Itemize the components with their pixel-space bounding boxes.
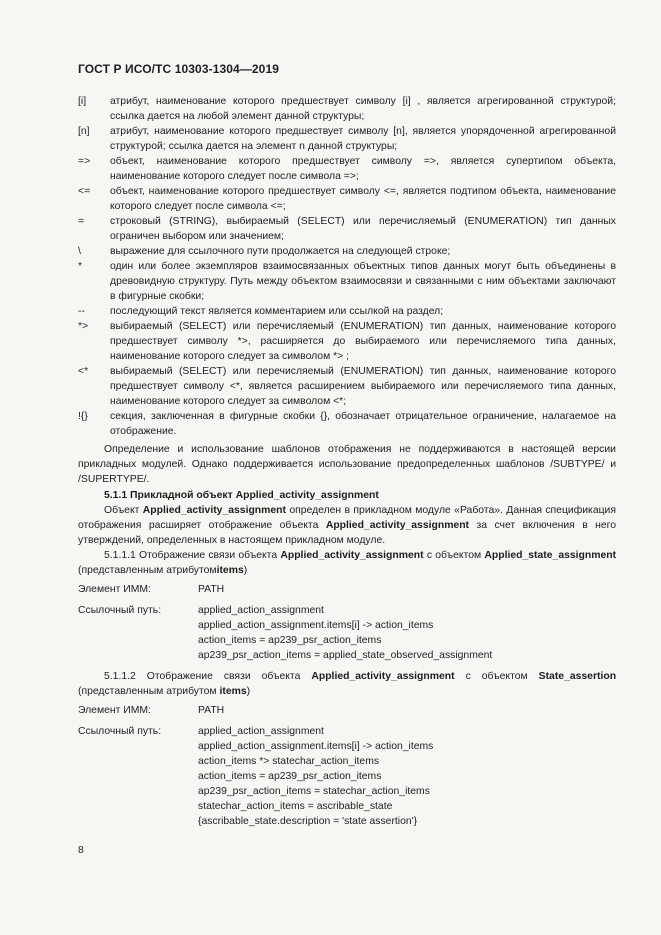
attribute-name: items bbox=[216, 565, 244, 576]
definition-text: объект, наименование которого предшествует символу <=, является подтипом объекта, наименование которого следует после символа <=; bbox=[110, 186, 616, 212]
definition-text: строковый (STRING), выбираемый (SELECT) или перечисляемый (ENUMERATION) тип данных ограничен выбором или значением; bbox=[110, 216, 616, 242]
path-line: applied_action_assignment.items[i] -> action_items bbox=[198, 741, 434, 752]
definition-item bbox=[78, 304, 616, 319]
text-fragment: с объектом bbox=[426, 550, 482, 561]
section-heading-5-1-1 bbox=[78, 488, 616, 503]
definition-text: один или более экземпляров взаимосвязанных объектных типов данных могут быть объединены в древовидную структуру. Путь между объектом взаимосвязи и связанными с ним объектами заключают в фигурные скобки; bbox=[110, 261, 616, 302]
text-fragment: (представленным атрибутом bbox=[78, 686, 217, 697]
definition-item bbox=[78, 94, 616, 124]
path-line: action_items = ap239_psr_action_items bbox=[198, 771, 382, 782]
element-row bbox=[78, 703, 616, 718]
definition-text: секция, заключенная в фигурные скобки {}, обозначает отрицательное ограничение, налагаемое на отображение. bbox=[110, 411, 616, 437]
document-header: ГОСТ Р ИСО/ТС 10303-1304—2019 bbox=[78, 62, 279, 76]
section-title-prefix: Прикладной объект bbox=[130, 490, 233, 501]
definition-symbol: *> bbox=[78, 321, 89, 332]
path-line: applied_action_assignment.items[i] -> action_items bbox=[198, 620, 434, 631]
element-value: PATH bbox=[198, 584, 225, 595]
text-fragment: Отображение связи объекта bbox=[146, 671, 301, 682]
entity-name: Applied_activity_assignment bbox=[280, 550, 424, 561]
entity-name: Applied_activity_assignment bbox=[311, 671, 455, 682]
path-line: action_items = ap239_psr_action_items bbox=[198, 635, 382, 646]
definition-text: выбираемый (SELECT) или перечисляемый (ENUMERATION) тип данных, наименование которого предшествует символу *>, расширяется до выбираемого или перечисляемого типа данных, наименование которого следует за символом *> ; bbox=[110, 321, 616, 362]
definition-symbol: -- bbox=[78, 306, 85, 317]
path-line: {ascribable_state.description = 'state assertion'} bbox=[198, 816, 418, 827]
definition-symbol: <= bbox=[78, 186, 91, 197]
page-number: 8 bbox=[78, 845, 84, 856]
definition-text: атрибут, наименование которого предшествует символу [i] , является агрегированной структурой; ссылка дается на любой элемент данной структуры; bbox=[110, 96, 616, 122]
text-fragment: определен в прикладном модуле «Работа». Данная спецификация отображения расширяет отображение объекта bbox=[78, 505, 616, 531]
path-line: statechar_action_items = ascribable_state bbox=[198, 801, 393, 812]
definition-symbol: [i] bbox=[78, 96, 87, 107]
definition-text: объект, наименование которого предшествует символу =>, является супертипом объекта, наименование которого следует после символа =>; bbox=[110, 156, 616, 182]
path-line: applied_action_assignment bbox=[198, 605, 324, 616]
path-label: Ссылочный путь: bbox=[78, 726, 162, 737]
entity-name: Applied_activity_assignment bbox=[325, 520, 470, 531]
definition-symbol: = bbox=[78, 216, 85, 227]
definition-text: выражение для ссылочного пути продолжается на следующей строке; bbox=[110, 246, 451, 257]
definition-item bbox=[78, 259, 616, 304]
section-number: 5.1.1.2 bbox=[104, 671, 136, 682]
definition-item bbox=[78, 319, 616, 364]
text-fragment: за счет включения в него утверждений, определенных в настоящем прикладном модуле. bbox=[78, 520, 617, 546]
path-line: applied_action_assignment bbox=[198, 726, 324, 737]
definition-text: выбираемый (SELECT) или перечисляемый (ENUMERATION) тип данных, наименование которого предшествует символу <*, является расширением выбираемого или перечисляемого типа данных, наименование которого следует за символом <*; bbox=[110, 366, 616, 407]
text-fragment: ) bbox=[246, 686, 251, 697]
element-label: Элемент ИММ: bbox=[78, 584, 151, 595]
path-row bbox=[78, 724, 616, 829]
definition-symbol: * bbox=[78, 261, 83, 272]
text-fragment: Объект bbox=[104, 505, 140, 516]
definition-text: атрибут, наименование которого предшествует символу [n], является упорядоченной агрегированной структурой; ссылка дается на элемент n данной структуры; bbox=[110, 126, 616, 152]
path-lines bbox=[198, 603, 616, 663]
definition-item bbox=[78, 364, 616, 409]
path-line: action_items *> statechar_action_items bbox=[198, 756, 380, 767]
section-5-1-1-1-heading bbox=[78, 548, 616, 578]
element-row bbox=[78, 582, 616, 597]
definition-item bbox=[78, 214, 616, 244]
section-number: 5.1.1.1 bbox=[104, 550, 136, 561]
definition-item bbox=[78, 124, 616, 154]
definition-symbol: => bbox=[78, 156, 91, 167]
path-line: ap239_psr_action_items = applied_state_observed_assignment bbox=[198, 650, 493, 661]
path-line: ap239_psr_action_items = statechar_action_items bbox=[198, 786, 430, 797]
definition-symbol: \ bbox=[78, 246, 81, 257]
section-5-1-1-paragraph bbox=[78, 503, 616, 548]
path-row bbox=[78, 603, 616, 663]
definition-text: последующий текст является комментарием или ссылкой на раздел; bbox=[110, 306, 444, 317]
mapping-table-5-1-1-1 bbox=[78, 582, 616, 663]
text-fragment: (представленным атрибутом bbox=[78, 565, 217, 576]
section-title-name: Applied_activity_assignment bbox=[235, 490, 379, 501]
entity-name: Applied_state_assignment bbox=[484, 550, 617, 561]
definition-item bbox=[78, 184, 616, 214]
definition-symbol: !{} bbox=[78, 411, 88, 422]
definition-symbol: [n] bbox=[78, 126, 90, 137]
path-label: Ссылочный путь: bbox=[78, 605, 162, 616]
entity-name: State_assertion bbox=[538, 671, 617, 682]
attribute-name: items bbox=[219, 686, 247, 697]
text-fragment: ) bbox=[243, 565, 248, 576]
element-label: Элемент ИММ: bbox=[78, 705, 151, 716]
definition-symbol: <* bbox=[78, 366, 89, 377]
definition-item bbox=[78, 409, 616, 439]
templates-paragraph: Определение и использование шаблонов отображения не поддерживаются в настоящей версии прикладных модулей. Однако поддерживается использование предопределенных шаблонов /SUBTYPE/ и /SUPERTYPE/. bbox=[78, 444, 616, 485]
definition-item bbox=[78, 244, 616, 259]
text-fragment: Отображение связи объекта bbox=[139, 550, 278, 561]
text-fragment: с объектом bbox=[465, 671, 528, 682]
entity-name: Applied_activity_assignment bbox=[142, 505, 286, 516]
definition-item bbox=[78, 154, 616, 184]
section-number: 5.1.1 bbox=[104, 490, 128, 501]
mapping-table-5-1-1-2 bbox=[78, 703, 616, 829]
path-lines bbox=[198, 724, 616, 829]
page-content bbox=[78, 94, 616, 829]
element-value: PATH bbox=[198, 705, 225, 716]
section-5-1-1-2-heading bbox=[78, 669, 616, 699]
definition-list bbox=[78, 94, 616, 439]
